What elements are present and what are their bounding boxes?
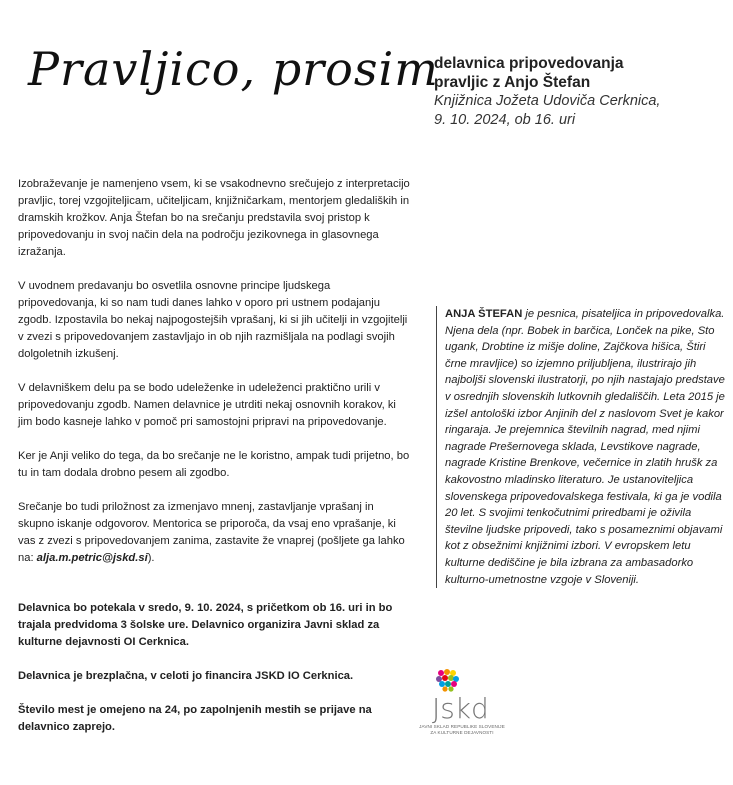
description-column: [18, 176, 410, 753]
paragraph-workshop: V delavniškem delu pa se bodo udeleženke in udeleženci praktično urili v pripovedovanju zgodb. Namen delavnice je utrditi nekaj osnovnih korakov, ki jim bodo kasneje lahko v pomoč pri samostojni pripravi na pripovedovanje.: [18, 382, 396, 428]
logo-dot: [442, 686, 447, 691]
jskd-logo-line1: JAVNI SKLAD REPUBLIKE SLOVENIJE: [419, 724, 505, 729]
jskd-wordmark: Jskd: [432, 692, 489, 725]
author-bio: [436, 306, 727, 588]
poster-title: Pravljico, prosim: [28, 42, 439, 96]
paragraph-intro: Izobraževanje je namenjeno vsem, ki se vsakodnevno srečujejo z interpretacijo pravljic, torej vzgojiteljicam, učiteljicam, knjižničarkam, mentorjem gledaliških in dramskih krožkov. Anja Štefan bo na srečanju predstavila svoj pristop k pripovedovanju in svoj način dela na področju jezikovnega in glasovnega izražanja.: [18, 178, 410, 258]
logo-dot: [438, 670, 444, 676]
jskd-logo-line2: ZA KULTURNE DEJAVNOSTI: [430, 729, 494, 735]
author-name: ANJA ŠTEFAN: [445, 308, 523, 320]
logo-dot: [442, 675, 448, 681]
logo-dot: [445, 681, 451, 687]
info-seats: Število mest je omejeno na 24, po zapolnjenih mestih se prijave na delavnico zaprejo.: [18, 704, 372, 733]
paragraph-questions: [18, 499, 410, 567]
questions-end: ).: [147, 552, 155, 564]
info-schedule: Delavnica bo potekala v sredo, 9. 10. 2024, s pričetkom ob 16. uri in bo trajala predvidoma 3 šolske ure. Delavnico organizira Javni sklad za kulturne dejavnosti OI Cerknica.: [18, 602, 393, 648]
contact-email-link[interactable]: alja.m.petric@jskd.si: [36, 552, 148, 564]
paragraph-lecture: V uvodnem predavanju bo osvetlila osnovne principe ljudskega pripovedovanja, ki so nam tudi danes lahko v oporo pri ustnem podajanju zgodb. Izpostavila bo nekaj najpogostejših vprašanj, ki si jih učitelji in vzgojitelji v zvezi s pripovedovanjem zastavljajo in ob njih razmišljala na podlagi svojih dolgoletnih izkušenj.: [18, 280, 408, 360]
logo-dot: [448, 686, 453, 691]
event-location: Knjižnica Jožeta Udoviča Cerknica,: [434, 93, 661, 109]
logo-dot: [444, 669, 450, 675]
logo-dot: [451, 681, 457, 687]
event-subtitle-line1: delavnica pripovedovanja: [434, 55, 624, 72]
event-date: 9. 10. 2024, ob 16. uri: [434, 112, 576, 128]
jskd-logo: [418, 668, 510, 735]
author-bio-text: je pesnica, pisateljica in pripovedovalka. Njena dela (npr. Bobek in barčica, Lonček na pike, Sto ugank, Drobtine iz mišje doline, Zajčkova hišica, Štiri črne mravljice) so izjemno priljubljena, ilustrirajo jih najboljši slovenski ilustratorji, po njih nastajajo predstave v osrednjih slovenskih lutkovnih gledališčih. Leta 2015 je izšel antološki izbor Anjinih del z naslovom Svet je kakor ringaraja. Je prejemnica številnih nagrad, med njimi nagrade Prešernovega sklada, Levstikove nagrade, nagrade Kristine Brenkove, večernice in zlatih hrušk za kakovostno mladinsko literaturo. Je ustanoviteljica slovenskega pripovedovalskega festivala, ki ga je vodila 20 let. S svojimi tenkočutnimi priredbami je oživila številne ljudske pripovedi, tako s posameznimi objavami kot z obsežnimi knjižnimi izbori. V evropskem letu kulturne dediščine je bila izbrana za ambasadorko kulturno-umetnostne vzgoje v Sloveniji.: [445, 308, 725, 586]
logo-dot: [439, 681, 445, 687]
event-header: [434, 54, 724, 130]
logo-dot: [448, 675, 454, 681]
event-subtitle-line2: pravljic z Anjo Štefan: [434, 74, 591, 91]
jskd-logo-icon: [434, 668, 460, 694]
info-free: Delavnica je brezplačna, v celoti jo financira JSKD IO Cerknica.: [18, 670, 354, 682]
logo-dot: [436, 676, 442, 682]
questions-text: Srečanje bo tudi priložnost za izmenjavo mnenj, zastavljanje vprašanj in skupno iskanje odgovorov. Mentorica se priporoča, da vsaj eno vprašanje, ki vas z zvezi s pripovedovanjem zanima, zastavite že vnaprej (pošljete ga lahko na:: [18, 501, 405, 564]
paragraph-songs: Ker je Anji veliko do tega, da bo srečanje ne le koristno, ampak tudi prijetno, bo tu in tam dodala drobno pesem ali zgodbo.: [18, 450, 410, 479]
